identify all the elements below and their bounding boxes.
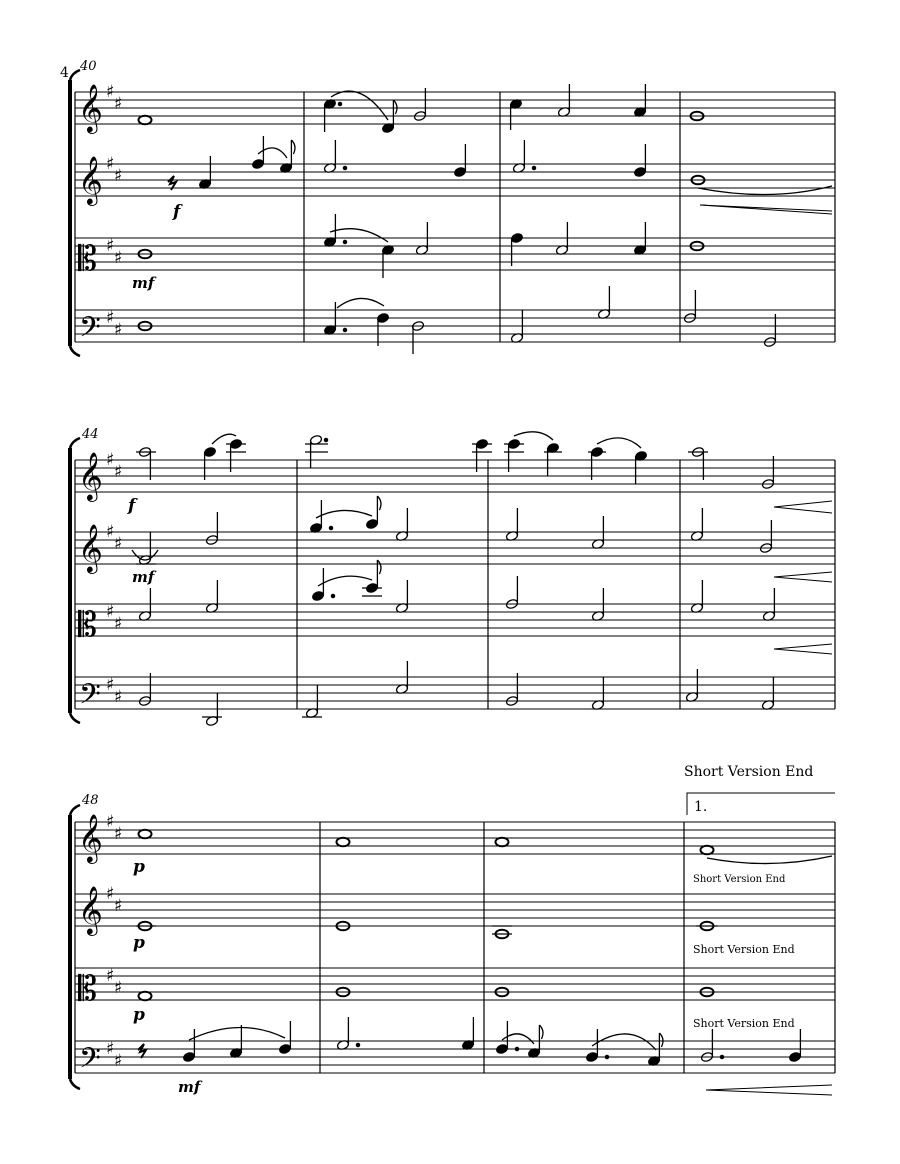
short-version-end-label: Short Version End (693, 874, 786, 885)
volta-bracket (687, 793, 835, 815)
treble-clef-icon: 𝄞 (78, 155, 103, 204)
short-version-end-label: Short Version End (693, 1017, 795, 1030)
system-3 (70, 764, 835, 1096)
svg-text:♯: ♯ (114, 1051, 123, 1071)
short-version-end-label: Short Version End (693, 943, 795, 956)
dynamic-marking: p (133, 857, 145, 877)
svg-text:♯: ♯ (114, 687, 123, 707)
svg-text:♯: ♯ (106, 602, 115, 622)
dynamic-marking: mf (132, 568, 155, 586)
svg-text:♯: ♯ (106, 450, 115, 470)
key-signature (106, 82, 122, 340)
alto-clef-icon: 𝄡 (78, 239, 97, 279)
key-signature (106, 450, 122, 707)
dynamic-marking: f (173, 202, 181, 222)
treble-clef-icon: 𝄞 (78, 451, 103, 500)
svg-text:♯: ♯ (106, 1039, 115, 1059)
system-2 (70, 432, 835, 727)
measure-number: 40 (80, 59, 97, 74)
svg-text:♯: ♯ (114, 166, 123, 186)
dynamic-marking: p (133, 1005, 145, 1025)
svg-text:♯: ♯ (114, 824, 123, 844)
svg-text:♯: ♯ (106, 812, 115, 832)
svg-text:♯: ♯ (114, 248, 123, 268)
alto-clef-icon: 𝄡 (78, 969, 97, 1009)
measure-number: 48 (82, 793, 99, 808)
volta-label: 1. (694, 799, 708, 815)
svg-text:♯: ♯ (106, 675, 115, 695)
bass-clef-icon: 𝄢 (79, 1042, 101, 1082)
svg-text:♯: ♯ (106, 154, 115, 174)
notes (139, 84, 704, 134)
treble-clef-icon: 𝄞 (78, 523, 103, 572)
svg-text:♯: ♯ (114, 896, 123, 916)
svg-text:♯: ♯ (114, 94, 123, 114)
svg-text:♯: ♯ (106, 884, 115, 904)
alto-clef-icon: 𝄡 (78, 605, 97, 645)
treble-clef-icon: 𝄞 (78, 885, 103, 934)
svg-text:♯: ♯ (106, 82, 115, 102)
svg-text:♯: ♯ (114, 978, 123, 998)
svg-text:♯: ♯ (106, 236, 115, 256)
key-signature (106, 812, 122, 1071)
svg-text:♯: ♯ (114, 534, 123, 554)
svg-text:♯: ♯ (114, 614, 123, 634)
bass-clef-icon: 𝄢 (79, 311, 101, 351)
system-1 (70, 70, 835, 356)
dynamic-marking: mf (132, 274, 155, 292)
svg-text:♯: ♯ (106, 522, 115, 542)
dynamic-marking: f (128, 496, 136, 516)
dynamic-marking: p (133, 933, 145, 953)
treble-clef-icon: 𝄞 (78, 813, 103, 862)
treble-clef-icon: 𝄞 (78, 83, 103, 132)
svg-text:♯: ♯ (106, 308, 115, 328)
dynamic-marking: mf (178, 1078, 201, 1096)
svg-text:♯: ♯ (114, 462, 123, 482)
bass-clef-icon: 𝄢 (79, 678, 101, 718)
short-version-end-heading: Short Version End (684, 764, 814, 780)
svg-text:♯: ♯ (106, 966, 115, 986)
measure-number: 44 (82, 427, 99, 442)
svg-text:♯: ♯ (114, 320, 123, 340)
page-number: 4 (60, 65, 69, 81)
